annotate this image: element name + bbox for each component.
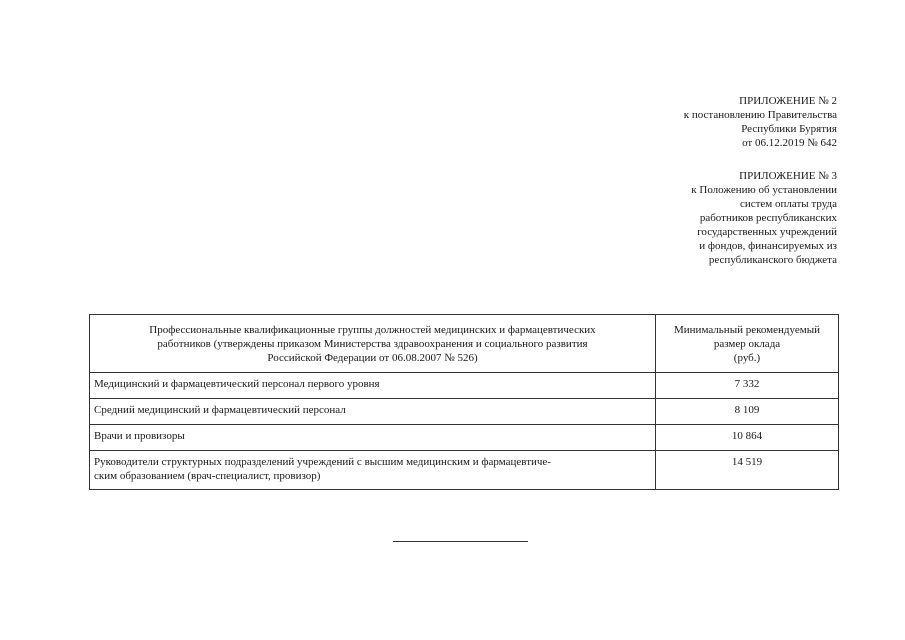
appendix-3-line: государственных учреждений (697, 226, 837, 238)
header-line: размер оклада (713, 338, 781, 350)
appendix-3-line: к Положению об установлении (691, 184, 837, 196)
group-text: Врачи и провизоры (94, 430, 185, 442)
appendix-2-header (684, 94, 837, 150)
header-minimum-salary (656, 315, 839, 373)
group-cell (90, 399, 656, 425)
appendix-2-line: от 06.12.2019 № 642 (742, 137, 837, 149)
group-text: Руководители структурных подразделений учреждений с высшим медицинским и фармацевтиче- (94, 456, 551, 468)
group-text: Средний медицинский и фармацевтический персонал (94, 404, 346, 416)
salary-cell: 7 332 (656, 373, 839, 399)
group-cell (90, 373, 656, 399)
appendix-3-line: работников республиканских (699, 212, 837, 224)
group-cell (90, 451, 656, 490)
table-row (90, 373, 839, 399)
appendix-2-line: Республики Бурятия (741, 123, 837, 135)
appendix-2-line: ПРИЛОЖЕНИЕ № 2 (739, 95, 837, 107)
header-line: работников (утверждены приказом Министерства здравоохранения и социального развития (157, 338, 588, 350)
end-of-document-rule (393, 541, 528, 542)
appendix-3-header (691, 169, 837, 267)
appendix-3-line: республиканского бюджета (708, 254, 837, 266)
table-row (90, 451, 839, 490)
header-line: Российской Федерации от 06.08.2007 № 526) (267, 352, 478, 364)
header-line: (руб.) (733, 352, 761, 364)
header-line: Минимальный рекомендуемый (674, 324, 820, 336)
group-text: ским образованием (врач-специалист, провизор) (94, 470, 321, 482)
group-text: Медицинский и фармацевтический персонал первого уровня (94, 378, 380, 390)
table-row (90, 425, 839, 451)
salary-table (89, 314, 839, 490)
header-qualification-groups (90, 315, 656, 373)
header-line: Профессиональные квалификационные группы должностей медицинских и фармацевтических (149, 324, 596, 336)
appendix-3-line: систем оплаты труда (739, 198, 837, 210)
table-header-row (90, 315, 839, 373)
appendix-2-line: к постановлению Правительства (683, 109, 837, 121)
appendix-3-line: и фондов, финансируемых из (699, 240, 837, 252)
group-cell (90, 425, 656, 451)
salary-cell: 14 519 (656, 451, 839, 490)
table-row (90, 399, 839, 425)
appendix-3-line: ПРИЛОЖЕНИЕ № 3 (739, 170, 837, 182)
salary-cell: 8 109 (656, 399, 839, 425)
salary-cell: 10 864 (656, 425, 839, 451)
